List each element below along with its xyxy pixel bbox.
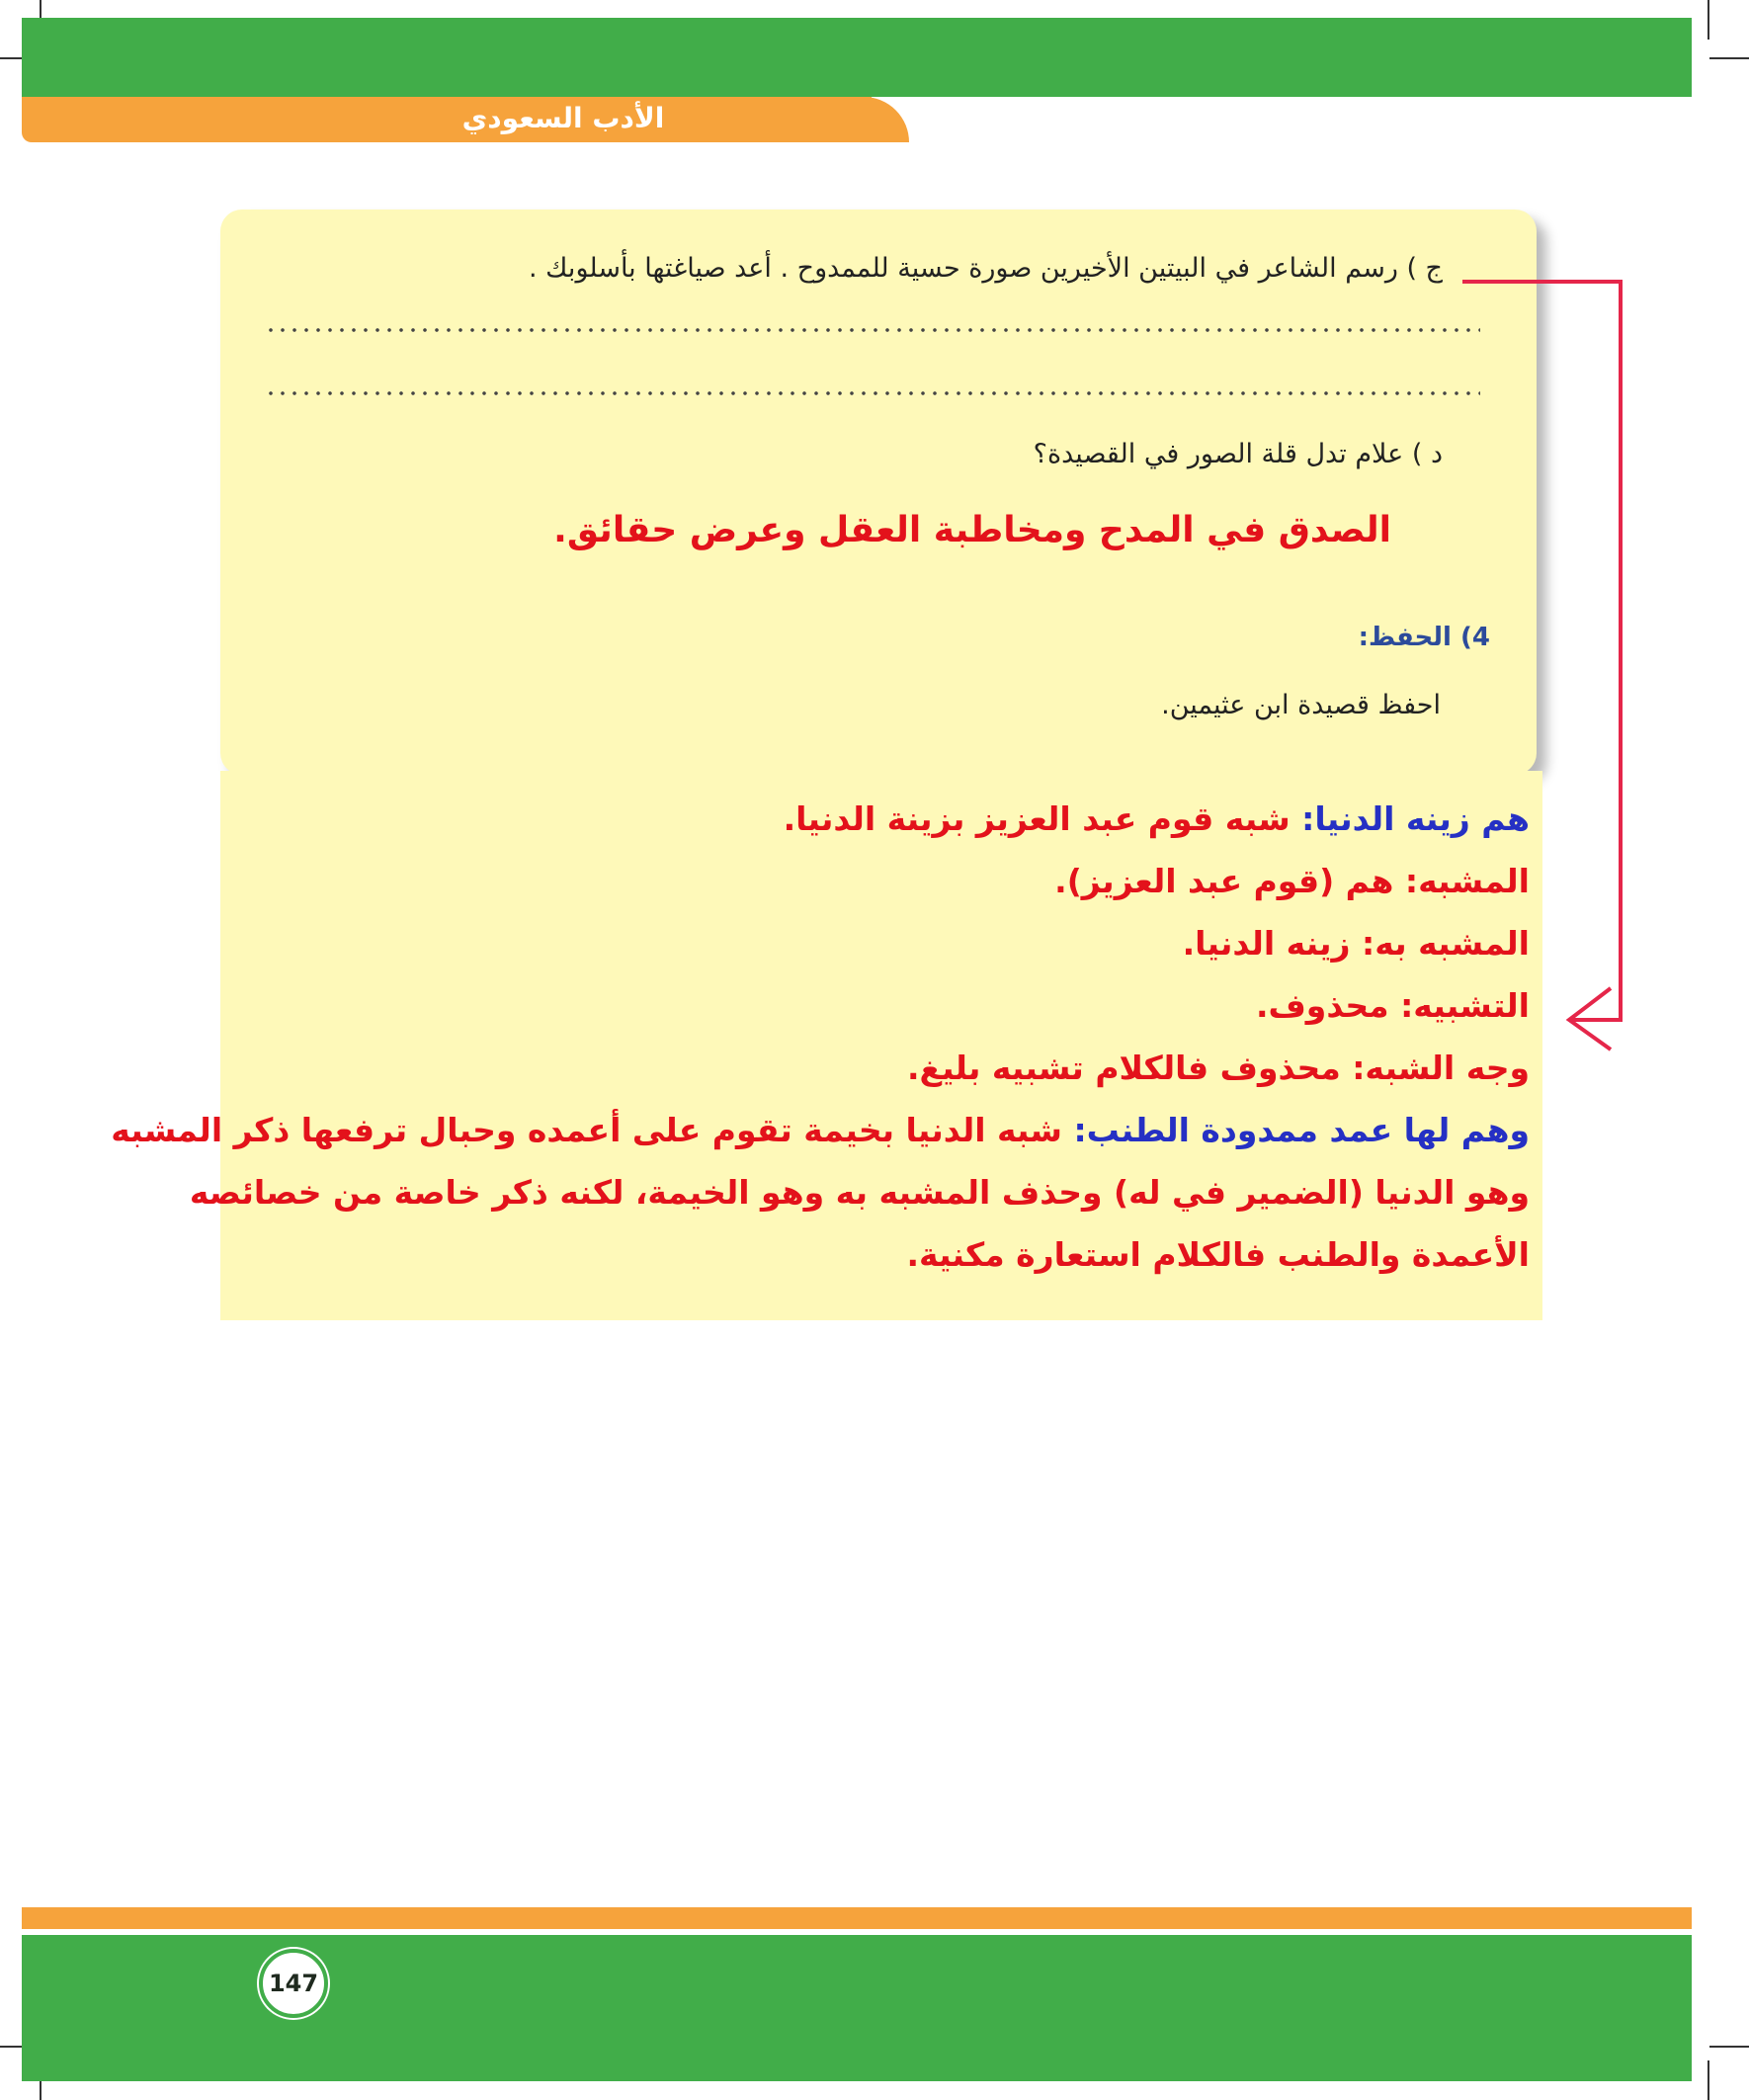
- header-title: الأدب السعودي: [461, 102, 665, 134]
- crop-mark: [1709, 2046, 1749, 2048]
- annotation-line: المشبه به: زينه الدنيا.: [1182, 924, 1530, 963]
- question-c: ج ) رسم الشاعر في البيتين الأخيرين صورة حسية للممدوح . أعد صياغتها بأسلوبك .: [529, 253, 1443, 284]
- footer-orange-band: [22, 1907, 1692, 1929]
- header-green-band: [22, 18, 1692, 97]
- question-d: د ) علام تدل قلة الصور في القصيدة؟: [1033, 439, 1443, 469]
- annotation-block: [111, 788, 1530, 1286]
- annotation-term: وهم لها عمد ممدودة الطنب:: [1061, 1111, 1530, 1149]
- annotation-line: التشبيه: محذوف.: [1255, 986, 1530, 1025]
- crop-mark: [1709, 57, 1749, 59]
- annotation-line: وجه الشبه: محذوف فالكلام تشبيه بليغ.: [907, 1049, 1530, 1087]
- annotation-line: المشبه: هم (قوم عبد العزيز).: [1054, 862, 1530, 900]
- annotation-line: وهو الدنيا (الضمير في له) وحذف المشبه به وهو الخيمة، لكنه ذكر خاصة من خصائصه: [189, 1173, 1530, 1212]
- crop-mark: [1707, 0, 1709, 40]
- header-orange-curve: [850, 97, 909, 142]
- annotation-line: [111, 1099, 1530, 1161]
- section-heading: 4) الحفظ:: [1358, 623, 1490, 652]
- page-number: 147: [259, 1949, 328, 2018]
- answer-dotted-line: [265, 328, 1480, 332]
- answer-dotted-line: [265, 391, 1480, 395]
- question-d-answer: الصدق في المدح ومخاطبة العقل وعرض حقائق.: [553, 510, 1391, 550]
- annotation-line: الأعمدة والطنب فالكلام استعارة مكنية.: [906, 1235, 1530, 1274]
- crop-mark: [1707, 2060, 1709, 2100]
- annotation-line: [245, 788, 1530, 850]
- section-body: احفظ قصيدة ابن عثيمين.: [1161, 690, 1441, 720]
- annotation-term: هم زينه الدنيا:: [1290, 799, 1530, 838]
- annotation-text: شبه قوم عبد العزيز بزينة الدنيا.: [783, 799, 1291, 838]
- annotation-text: شبه الدنيا بخيمة تقوم على أعمده وحبال ترفعها ذكر المشبه: [111, 1111, 1062, 1149]
